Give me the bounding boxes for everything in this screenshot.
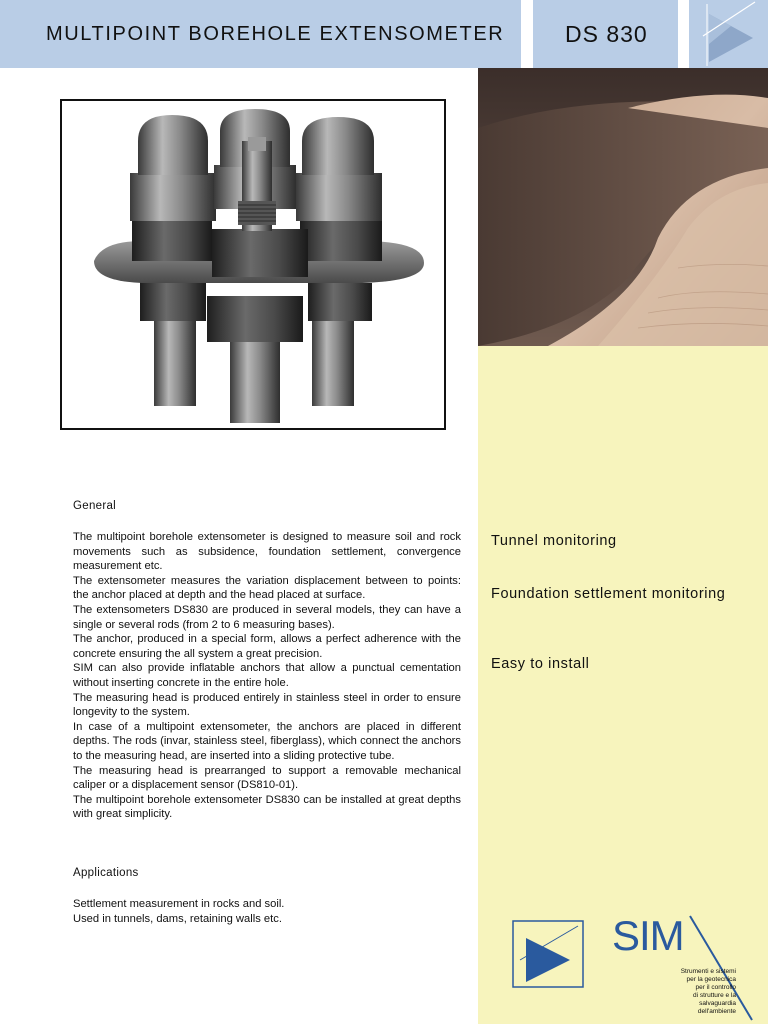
tagline-line: di strutture e la: [693, 992, 736, 999]
triangle-logo-icon: [689, 0, 768, 68]
tagline-line: per il controllo: [695, 984, 736, 991]
brand-tagline: [640, 968, 736, 1016]
tagline-line: salvaguardia: [699, 1000, 736, 1007]
applications-line: Used in tunnels, dams, retaining walls etc.: [73, 913, 282, 925]
general-paragraph: The multipoint borehole extensometer DS830 can be installed at great depths with great simplicity.: [73, 793, 461, 821]
applications-heading: Applications: [73, 867, 139, 879]
triangle-logo-icon: [512, 920, 584, 988]
header-code-box: [533, 0, 678, 68]
general-paragraph: The measuring head is prearranged to support a removable mechanical caliper or a displacement sensor (DS810-01).: [73, 764, 461, 792]
general-paragraph: The extensometer measures the variation displacement between to points: the anchor placed at depth and the head placed at surface.: [73, 574, 461, 602]
tagline-line: dell'ambiente: [697, 1008, 736, 1015]
general-paragraph: The extensometers DS830 are produced in several models, they can have a single or several rods (from 2 to 6 measuring bases).: [73, 603, 461, 631]
general-body: [73, 530, 461, 822]
model-code: DS 830: [565, 21, 648, 47]
general-heading: General: [73, 500, 117, 512]
product-photo: [60, 99, 446, 430]
feature-tunnel-monitoring: Tunnel monitoring: [491, 533, 617, 549]
brand-name: SIM: [612, 912, 684, 959]
header-logo: [689, 0, 768, 68]
feature-easy-install: Easy to install: [491, 656, 590, 672]
general-paragraph: The multipoint borehole extensometer is designed to measure soil and rock movements such as subsidence, foundation settlement, convergence measurement etc.: [73, 531, 461, 573]
multipoint-extensometer-head-icon: [62, 101, 444, 428]
general-paragraph: SIM can also provide inflatable anchors that allow a punctual cementation without inserting concrete in the entire hole.: [73, 662, 461, 689]
tagline-line: per la geotecnica: [686, 976, 736, 983]
general-paragraph: The anchor, produced in a special form, allows a perfect adherence with the concrete ensuring the all system a great precision.: [73, 633, 461, 660]
page-title: MULTIPOINT BOREHOLE EXTENSOMETER: [46, 23, 505, 45]
general-paragraph: In case of a multipoint extensometer, the anchors are placed in different depths. The rods (invar, stainless steel, fiberglass), which connect the anchors to the measuring head, are inserted into a sliding protective tube.: [73, 720, 461, 762]
sand-dune-icon: [478, 68, 768, 346]
general-paragraph: The measuring head is produced entirely in stainless steel in order to ensure longevity to the system.: [73, 691, 461, 719]
applications-body: [73, 897, 461, 927]
header-title-box: [0, 0, 521, 68]
tagline-line: Strumenti e sistemi: [680, 968, 736, 975]
feature-foundation-settlement: Foundation settlement monitoring: [491, 586, 726, 602]
applications-line: Settlement measurement in rocks and soil.: [73, 898, 285, 910]
